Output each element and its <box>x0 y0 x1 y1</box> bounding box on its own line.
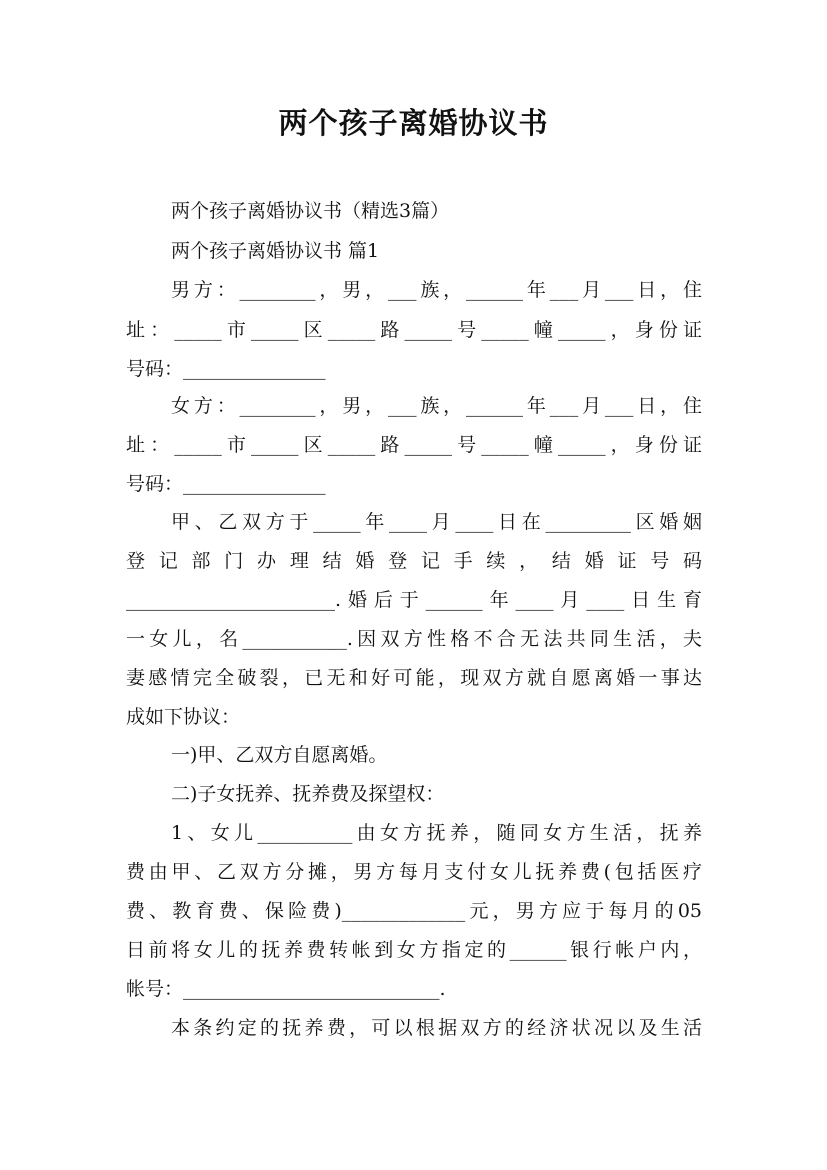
paragraph-line: 成如下协议： <box>126 706 241 728</box>
paragraph-line: 址：_____市_____区_____路_____号_____幢_____，身份证 <box>126 434 702 456</box>
paragraph-line: 本条约定的抚养费，可以根据双方的经济状况以及生活 <box>171 1017 702 1039</box>
paragraph-line: 甲、乙双方于_____年____月____日在_________区婚姻 <box>171 511 702 533</box>
paragraph-line: 一女儿，名___________.因双方性格不合无法共同生活，夫 <box>126 628 702 650</box>
section-heading: 两个孩子离婚协议书 篇1 <box>171 240 380 262</box>
paragraph-line: 登 记 部 门 办 理 结 婚 登 记 手 续 ， 结 婚 证 号 码 <box>126 550 702 572</box>
clause-line: 二)子女抚养、抚养费及探望权： <box>171 783 445 805</box>
document-title: 两个孩子离婚协议书 <box>278 106 549 140</box>
paragraph-line: 费、教育费、保险费)_____________元，男方应于每月的05 <box>126 900 702 922</box>
paragraph-line: 女方：________，男，___族，______年___月___日，住 <box>171 395 702 417</box>
paragraph-line: 费由甲、乙双方分摊，男方每月支付女儿抚养费(包括医疗 <box>126 861 702 883</box>
paragraph-line: 日前将女儿的抚养费转帐到女方指定的______银行帐户内， <box>126 939 702 961</box>
paragraph-line: ______________________.婚后于______年____月____日生育 <box>126 589 702 611</box>
paragraph-line: 男方：________，男，___族，______年___月___日，住 <box>171 279 702 301</box>
clause-line: 一)甲、乙双方自愿离婚。 <box>171 744 388 766</box>
paragraph-line: 妻感情完全破裂，已无和好可能，现双方就自愿离婚一事达 <box>126 667 702 689</box>
subtitle-line: 两个孩子离婚协议书（精选3篇） <box>171 200 450 222</box>
paragraph-line: 号码：_______________ <box>126 358 326 380</box>
paragraph-line: 号码：_______________ <box>126 473 326 495</box>
paragraph-line: 帐号：___________________________. <box>126 978 446 1000</box>
paragraph-line: 1、女儿__________由女方抚养，随同女方生活，抚养 <box>171 822 702 844</box>
paragraph-line: 址：_____市_____区_____路_____号_____幢_____，身份证 <box>126 319 702 341</box>
